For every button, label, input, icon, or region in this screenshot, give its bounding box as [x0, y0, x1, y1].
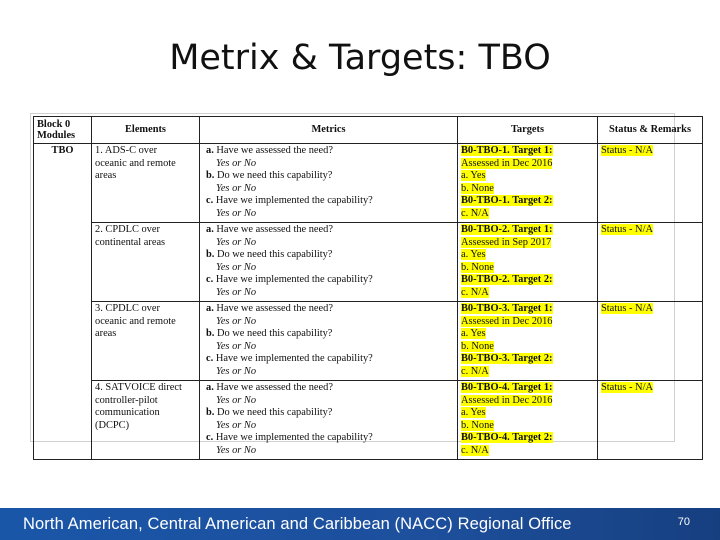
metric-question-letter: b.: [206, 407, 215, 418]
target-line: B0-TBO-2. Target 1:: [461, 224, 553, 235]
metric-question: [206, 249, 454, 262]
status-cell: [598, 144, 703, 223]
element-line: areas: [95, 170, 117, 181]
metric-answer: Yes or No: [216, 340, 257, 352]
metric-question-letter: b.: [206, 249, 215, 260]
metric-question-text: Have we implemented the capability?: [215, 274, 373, 285]
metrics-cell: [200, 381, 458, 460]
element-line: communication: [95, 407, 160, 418]
metric-question-text: Have we assessed the need?: [216, 382, 333, 393]
page-number: 70: [677, 516, 690, 528]
target-line: B0-TBO-4. Target 2:: [461, 432, 553, 443]
metric-question: [206, 170, 454, 183]
block-cell: [34, 381, 92, 460]
target-line: b. None: [461, 261, 494, 273]
target-line: Assessed in Dec 2016: [461, 315, 553, 327]
metric-question-letter: c.: [206, 195, 214, 206]
table-header-row: [34, 117, 703, 144]
metric-question-letter: a.: [206, 145, 214, 156]
status-cell: [598, 381, 703, 460]
metric-question-letter: c.: [206, 432, 214, 443]
metric-answer: Yes or No: [216, 261, 257, 273]
target-line: Assessed in Dec 2016: [461, 394, 553, 406]
header-status: Status & Remarks: [598, 117, 703, 144]
metric-answer: Yes or No: [216, 236, 257, 248]
block-cell: TBO: [34, 144, 92, 223]
slide-title: Metrix & Targets: TBO: [169, 38, 551, 78]
metric-question: [206, 382, 454, 395]
metric-answer: Yes or No: [216, 419, 257, 431]
metric-question-text: Do we need this capability?: [217, 249, 333, 260]
metric-question-text: Do we need this capability?: [217, 328, 333, 339]
table-row: [34, 302, 703, 381]
target-line: c. N/A: [461, 365, 489, 377]
metric-question-text: Do we need this capability?: [217, 407, 333, 418]
metric-answer: Yes or No: [216, 207, 257, 219]
header-metrics: Metrics: [200, 117, 458, 144]
target-line: Assessed in Dec 2016: [461, 157, 553, 169]
footer-org-text: North American, Central American and Caribbean (NACC) Regional Office: [23, 515, 572, 533]
target-line: b. None: [461, 419, 494, 431]
block-cell: [34, 223, 92, 302]
header-elements: Elements: [92, 117, 200, 144]
metrics-cell: [200, 223, 458, 302]
element-line: continental areas: [95, 236, 166, 248]
status-cell: [598, 302, 703, 381]
target-line: B0-TBO-1. Target 2:: [461, 195, 553, 206]
target-line: B0-TBO-4. Target 1:: [461, 382, 553, 393]
table-row: [34, 144, 703, 223]
status-text: Status - N/A: [601, 382, 653, 393]
target-line: a. Yes: [461, 328, 486, 339]
metric-question: [206, 432, 454, 445]
element-line: 4. SATVOICE direct: [95, 382, 182, 393]
element-line: oceanic and remote: [95, 315, 176, 327]
metric-question: [206, 353, 454, 366]
metric-question-text: Have we assessed the need?: [216, 224, 333, 235]
metric-question-letter: c.: [206, 353, 214, 364]
metric-question-text: Have we assessed the need?: [216, 303, 333, 314]
metric-answer: Yes or No: [216, 286, 257, 298]
metric-question-text: Do we need this capability?: [217, 170, 333, 181]
element-line: 3. CPDLC over: [95, 303, 160, 314]
metrics-cell: [200, 302, 458, 381]
metric-question-text: Have we implemented the capability?: [215, 432, 373, 443]
footer-bar: [0, 508, 720, 540]
target-line: a. Yes: [461, 170, 486, 181]
metric-question: [206, 224, 454, 237]
metrics-table: [33, 116, 703, 460]
element-line: areas: [95, 328, 117, 339]
element-cell: [92, 223, 200, 302]
element-line: 1. ADS-C over: [95, 145, 158, 156]
block-cell: [34, 302, 92, 381]
element-cell: [92, 381, 200, 460]
metric-question-letter: c.: [206, 274, 214, 285]
table-row: [34, 223, 703, 302]
header-targets: Targets: [458, 117, 598, 144]
element-line: oceanic and remote: [95, 157, 176, 169]
targets-cell: [458, 381, 598, 460]
metric-answer: Yes or No: [216, 444, 257, 456]
metric-answer: Yes or No: [216, 157, 257, 169]
table-row: [34, 381, 703, 460]
metric-question-letter: a.: [206, 224, 214, 235]
metric-question: [206, 303, 454, 316]
metric-question: [206, 407, 454, 420]
element-line: controller-pilot: [95, 394, 158, 406]
element-line: (DCPC): [95, 419, 130, 431]
target-line: B0-TBO-3. Target 2:: [461, 353, 553, 364]
target-line: c. N/A: [461, 444, 489, 456]
element-cell: [92, 144, 200, 223]
metric-question-letter: a.: [206, 303, 214, 314]
element-cell: [92, 302, 200, 381]
metrics-table-image: [30, 113, 691, 456]
metric-question-text: Have we assessed the need?: [216, 145, 333, 156]
header-block-modules: Block 0 Modules: [34, 117, 92, 144]
status-text: Status - N/A: [601, 303, 653, 314]
target-line: a. Yes: [461, 407, 486, 418]
status-text: Status - N/A: [601, 224, 653, 235]
metric-question: [206, 328, 454, 341]
metric-answer: Yes or No: [216, 365, 257, 377]
target-line: B0-TBO-1. Target 1:: [461, 145, 553, 156]
metric-question-letter: a.: [206, 382, 214, 393]
target-line: c. N/A: [461, 207, 489, 219]
metric-answer: Yes or No: [216, 182, 257, 194]
metric-question-letter: b.: [206, 328, 215, 339]
metric-answer: Yes or No: [216, 315, 257, 327]
metric-answer: Yes or No: [216, 394, 257, 406]
target-line: B0-TBO-3. Target 1:: [461, 303, 553, 314]
targets-cell: [458, 223, 598, 302]
metric-question: [206, 274, 454, 287]
target-line: B0-TBO-2. Target 2:: [461, 274, 553, 285]
targets-cell: [458, 144, 598, 223]
element-line: 2. CPDLC over: [95, 224, 160, 235]
status-cell: [598, 223, 703, 302]
target-line: c. N/A: [461, 286, 489, 298]
targets-cell: [458, 302, 598, 381]
status-text: Status - N/A: [601, 145, 653, 156]
metric-question-text: Have we implemented the capability?: [215, 195, 373, 206]
target-line: b. None: [461, 340, 494, 352]
metric-question: [206, 195, 454, 208]
metrics-cell: [200, 144, 458, 223]
target-line: Assessed in Sep 2017: [461, 236, 552, 248]
metric-question: [206, 145, 454, 158]
target-line: a. Yes: [461, 249, 486, 260]
metric-question-letter: b.: [206, 170, 215, 181]
target-line: b. None: [461, 182, 494, 194]
metric-question-text: Have we implemented the capability?: [215, 353, 373, 364]
